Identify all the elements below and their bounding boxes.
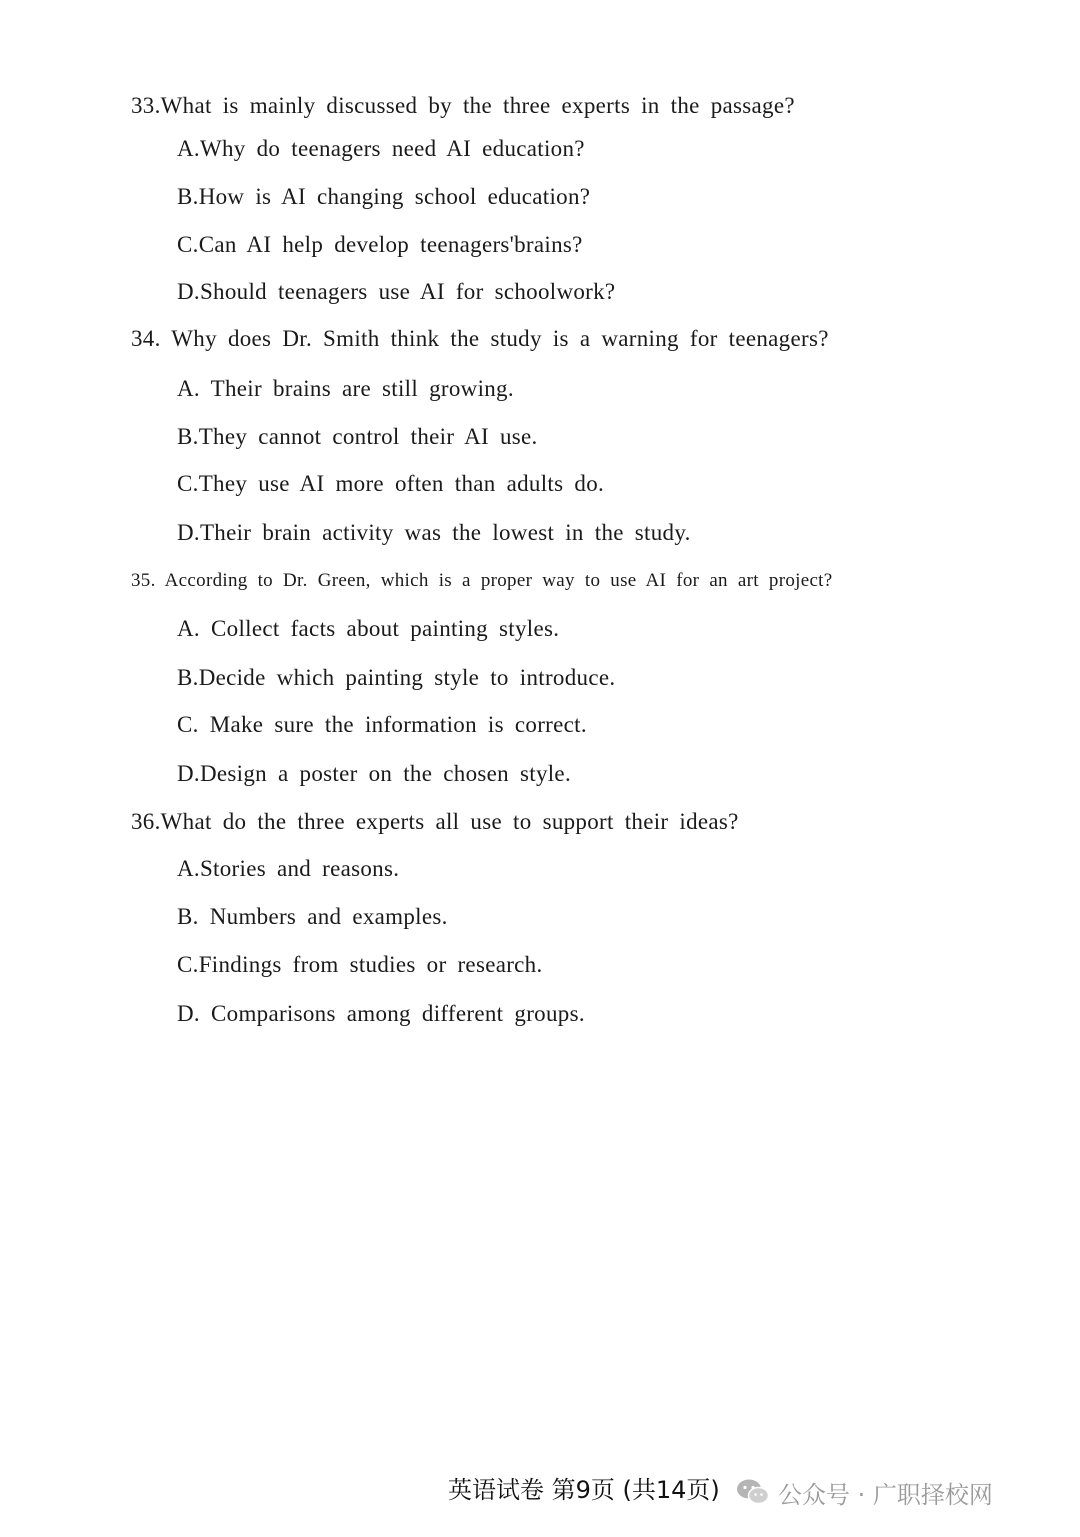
question-33-option-c: C.Can AI help develop teenagers'brains? [177,232,583,257]
question-34-stem: 34. Why does Dr. Smith think the study is a warning for teenagers? [131,326,829,351]
question-35-option-d: D.Design a poster on the chosen style. [177,761,571,786]
question-36-stem: 36.What do the three experts all use to support their ideas? [131,809,739,834]
question-34-option-d: D.Their brain activity was the lowest in the study. [177,520,691,545]
question-36-option-b: B. Numbers and examples. [177,904,448,929]
question-33-option-d: D.Should teenagers use AI for schoolwork? [177,279,616,304]
question-36-option-c: C.Findings from studies or research. [177,952,543,977]
question-35-option-c: C. Make sure the information is correct. [177,712,587,737]
question-33-stem: 33.What is mainly discussed by the three experts in the passage? [131,93,795,118]
question-35-stem: 35. According to Dr. Green, which is a proper way to use AI for an art project? [131,570,833,591]
question-36-option-a: A.Stories and reasons. [177,856,400,881]
question-35-option-a: A. Collect facts about painting styles. [177,616,560,641]
question-33-option-b: B.How is AI changing school education? [177,184,591,209]
question-34-option-a: A. Their brains are still growing. [177,376,514,401]
watermark [736,1478,993,1509]
question-36-option-d: D. Comparisons among different groups. [177,1001,585,1026]
watermark-text: 公众号 · 广职择校网 [778,1480,993,1509]
wechat-icon [736,1478,770,1506]
question-35-option-b: B.Decide which painting style to introduce. [177,665,616,690]
question-34-option-c: C.They use AI more often than adults do. [177,471,605,496]
question-33-option-a: A.Why do teenagers need AI education? [177,136,585,161]
question-34-option-b: B.They cannot control their AI use. [177,424,538,449]
page-footer: 英语试卷 第9页 (共14页) [448,1476,720,1504]
